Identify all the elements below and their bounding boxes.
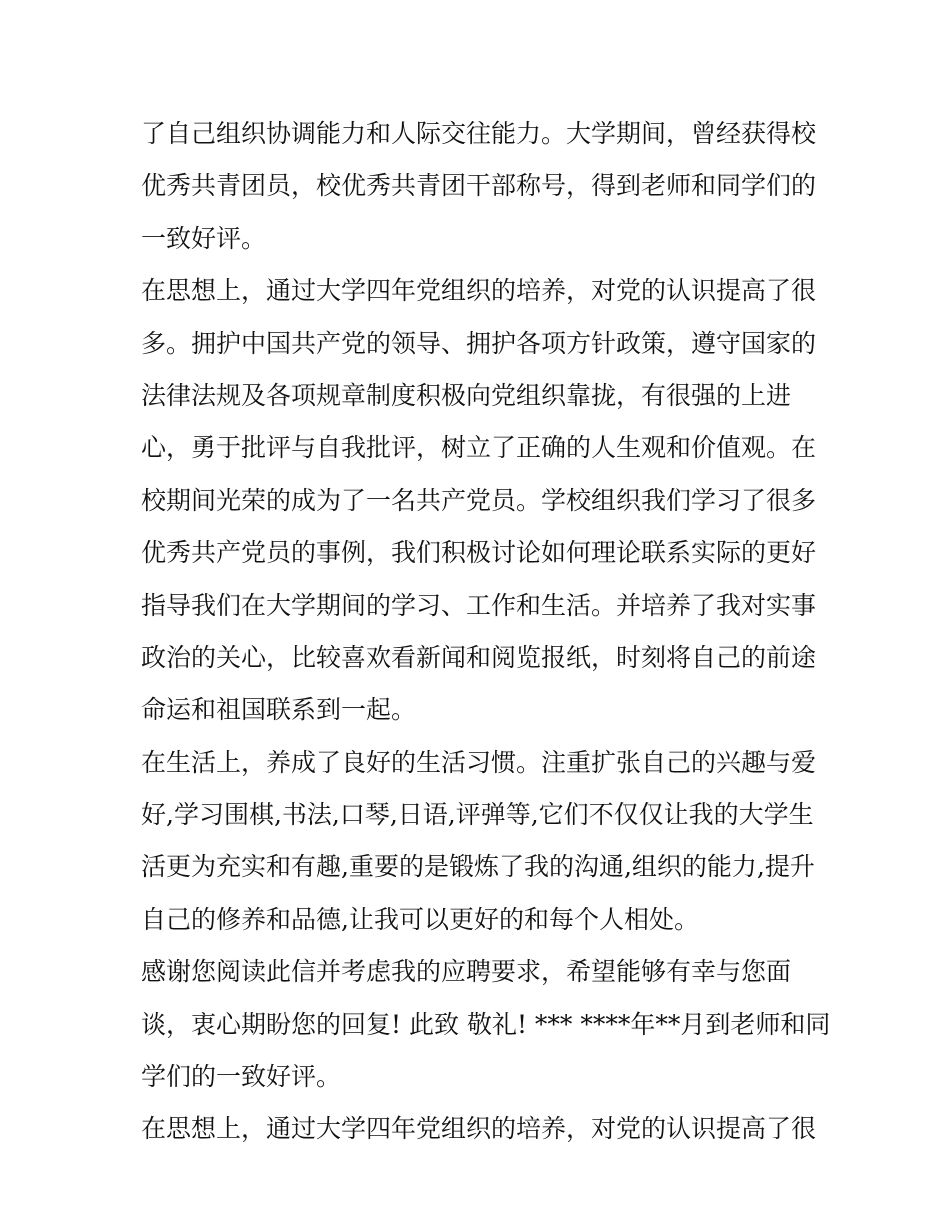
text-line: 在生活上，养成了良好的生活习惯。注重扩张自己的兴趣与爱 — [141, 747, 817, 777]
text-line: 一致好评。 — [141, 223, 267, 253]
text-line: 指导我们在大学期间的学习、工作和生活。并培养了我对实事 — [141, 590, 817, 620]
body-text — [141, 108, 831, 1156]
text-line: 活更为充实和有趣,重要的是锻炼了我的沟通,组织的能力,提升 — [141, 852, 815, 882]
text-line: 优秀共产党员的事例，我们积极讨论如何理论联系实际的更好 — [141, 538, 817, 568]
text-line: 自己的修养和品德,让我可以更好的和每个人相处。 — [141, 904, 699, 934]
text-line: 好,学习围棋,书法,口琴,日语,评弹等,它们不仅仅让我的大学生 — [141, 800, 814, 830]
text-line: 在思想上，通过大学四年党组织的培养，对党的认识提高了很 — [141, 1114, 817, 1144]
text-line: 学们的一致好评。 — [141, 1062, 342, 1092]
text-line: 多。拥护中国共产党的领导、拥护各项方针政策，遵守国家的 — [141, 328, 817, 358]
text-line: 了自己组织协调能力和人际交往能力。大学期间，曾经获得校 — [141, 119, 817, 148]
text-line: 法律法规及各项规章制度积极向党组织靠拢，有很强的上进 — [141, 380, 792, 410]
text-line: 优秀共青团员，校优秀共青团干部称号，得到老师和同学们的 — [141, 171, 817, 201]
text-line: 心，勇于批评与自我批评，树立了正确的人生观和价值观。在 — [141, 433, 817, 463]
text-line: 谈，衷心期盼您的回复! 此致 敬礼! *** ****年**月到老师和同 — [141, 1009, 831, 1039]
text-line: 校期间光荣的成为了一名共产党员。学校组织我们学习了很多 — [141, 485, 817, 515]
text-line: 政治的关心，比较喜欢看新闻和阅览报纸，时刻将自己的前途 — [141, 642, 817, 672]
text-line: 感谢您阅读此信并考虑我的应聘要求，希望能够有幸与您面 — [141, 957, 792, 987]
text-line: 在思想上，通过大学四年党组织的培养，对党的认识提高了很 — [141, 276, 817, 306]
text-line: 命运和祖国联系到一起。 — [141, 695, 417, 725]
